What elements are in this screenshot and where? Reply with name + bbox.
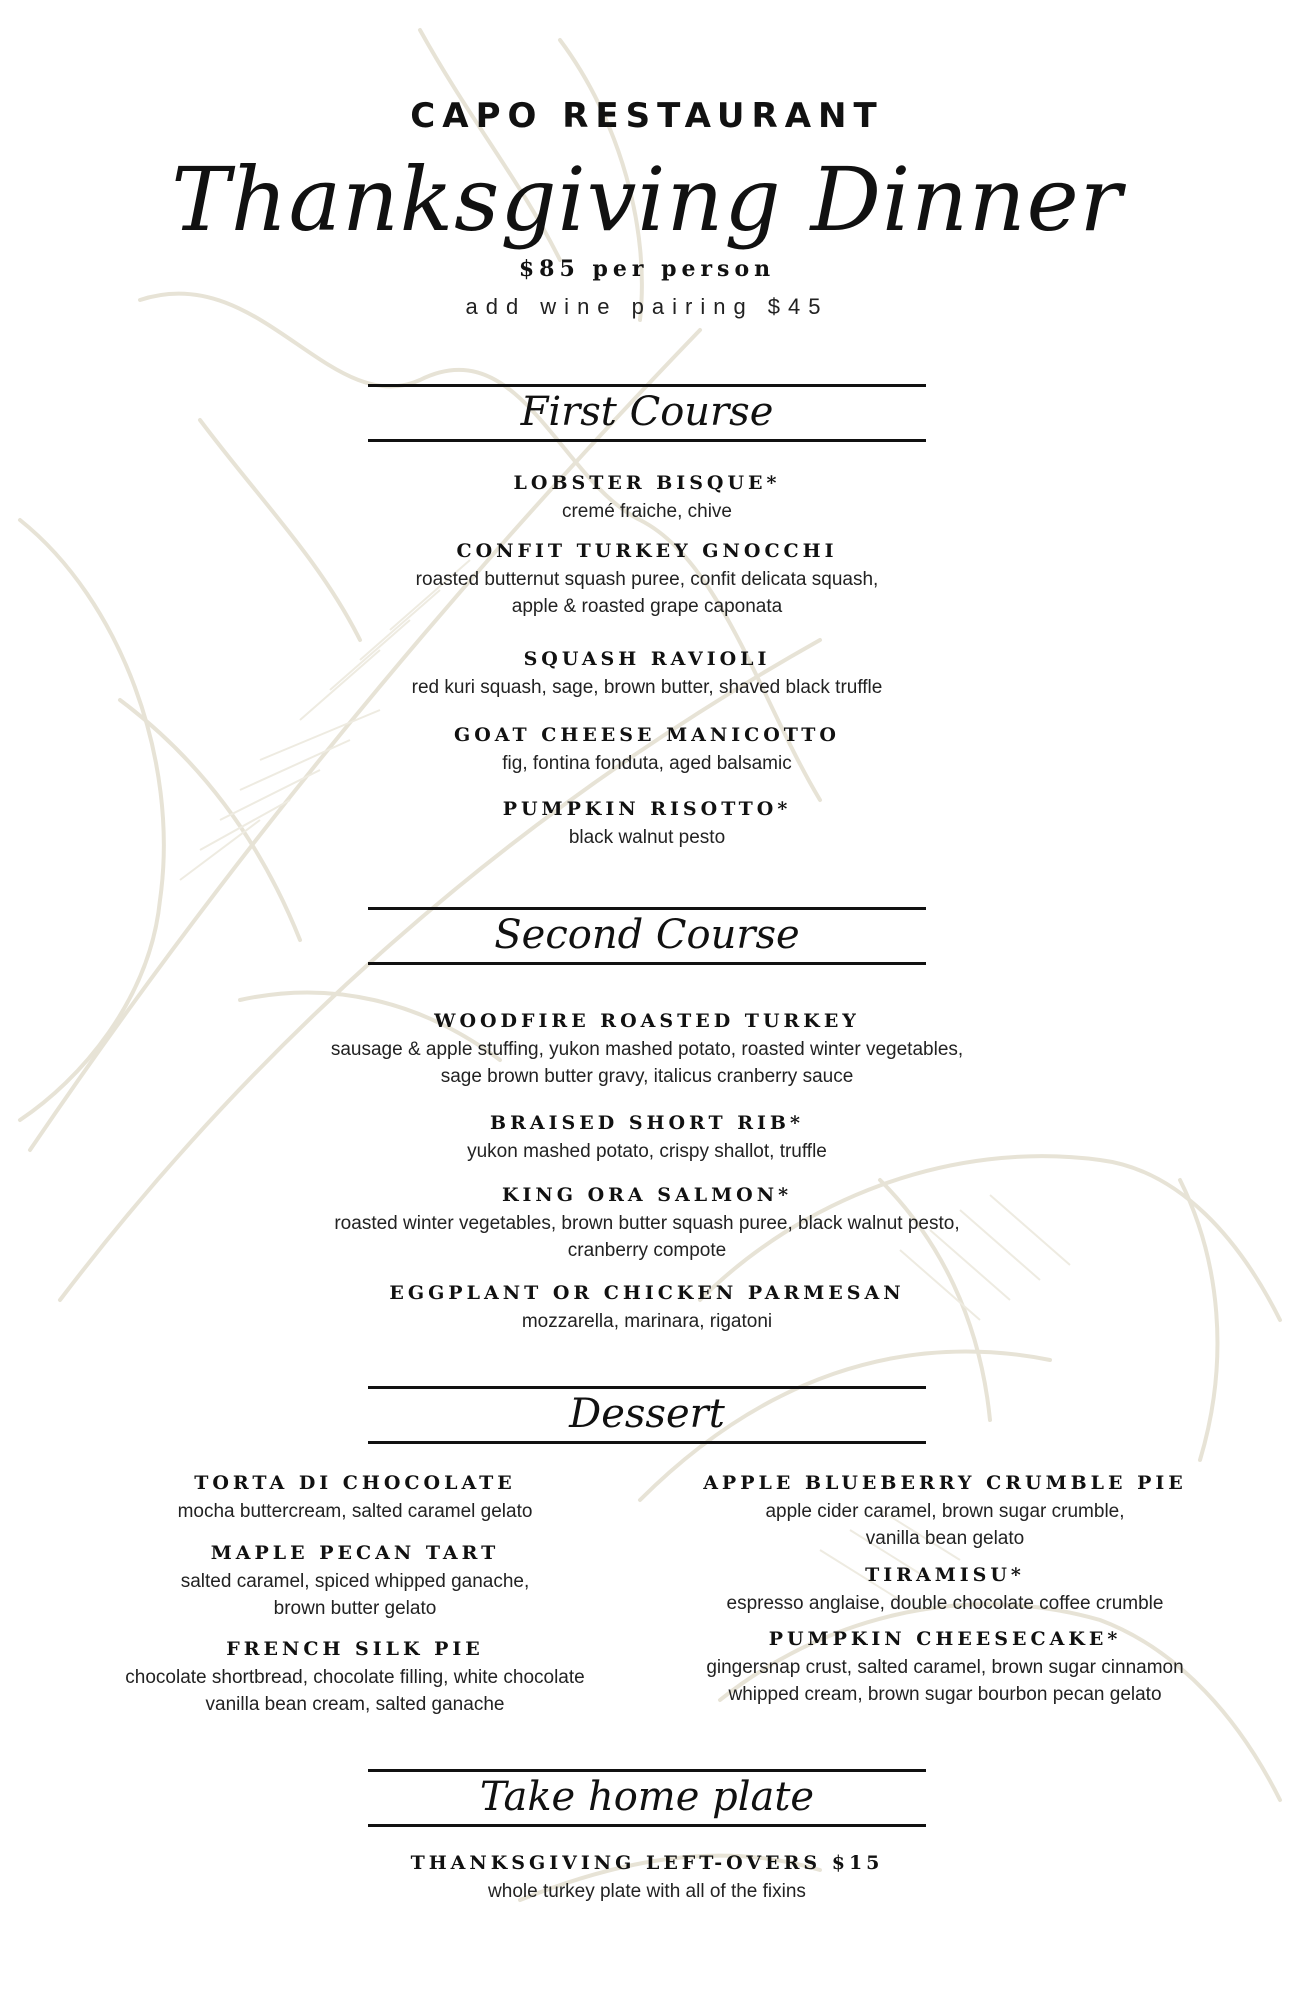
first-course-header [368, 384, 926, 442]
divider-rule [368, 1441, 926, 1444]
description-line: roasted winter vegetables, brown butter squash puree, black walnut pesto, [334, 1213, 960, 1234]
divider-rule [368, 439, 926, 442]
take-home-header [368, 1769, 926, 1827]
first-course-title: First Course [520, 389, 774, 435]
dessert-title: Dessert [569, 1391, 725, 1437]
item-name: FRENCH SILK PIE [226, 1638, 484, 1660]
menu-item [0, 472, 1294, 525]
item-name: MAPLE PECAN TART [210, 1542, 500, 1564]
menu-item [0, 540, 1294, 620]
menu-item [650, 1564, 1240, 1617]
item-description [60, 1664, 650, 1718]
description-line: whipped cream, brown sugar bourbon pecan gelato [728, 1684, 1162, 1705]
menu-item [60, 1638, 650, 1718]
item-name: THANKSGIVING LEFT-OVERS $15 [410, 1852, 884, 1874]
description-line: chocolate shortbread, chocolate filling, white chocolate [125, 1667, 585, 1688]
item-description: mocha buttercream, salted caramel gelato [177, 1501, 533, 1522]
description-line: vanilla bean gelato [865, 1528, 1025, 1549]
description-line: salted caramel, spiced whipped ganache, [180, 1571, 530, 1592]
description-line: gingersnap crust, salted caramel, brown sugar cinnamon [706, 1657, 1184, 1678]
item-name: PUMPKIN CHEESECAKE* [768, 1628, 1122, 1650]
item-name: APPLE BLUEBERRY CRUMBLE PIE [703, 1472, 1187, 1494]
menu-item [0, 648, 1294, 701]
item-name: BRAISED SHORT RIB* [490, 1112, 804, 1134]
second-course-header [368, 907, 926, 965]
menu-item [0, 1852, 1294, 1905]
item-name: SQUASH RAVIOLI [523, 648, 771, 670]
description-line: sage brown butter gravy, italicus cranberry sauce [440, 1066, 854, 1087]
dessert-header [368, 1386, 926, 1444]
item-description: fig, fontina fonduta, aged balsamic [502, 753, 792, 774]
description-line: apple & roasted grape caponata [511, 596, 783, 617]
item-description [0, 1210, 1294, 1264]
item-description: cremé fraiche, chive [561, 501, 732, 522]
restaurant-name: CAPO RESTAURANT [410, 96, 884, 136]
menu-item [0, 724, 1294, 777]
menu-item [0, 1184, 1294, 1264]
item-description [60, 1568, 650, 1622]
item-name: TIRAMISU* [865, 1564, 1025, 1586]
description-line: vanilla bean cream, salted ganache [205, 1694, 505, 1715]
item-description [650, 1498, 1240, 1552]
menu-item [0, 1112, 1294, 1165]
item-description [0, 566, 1294, 620]
item-name: EGGPLANT OR CHICKEN PARMESAN [389, 1282, 905, 1304]
price-per-person: $85 per person [518, 256, 776, 282]
menu-item [0, 1010, 1294, 1090]
item-description: espresso anglaise, double chocolate coffee crumble [726, 1593, 1164, 1614]
description-line: sausage & apple stuffing, yukon mashed potato, roasted winter vegetables, [330, 1039, 964, 1060]
item-name: PUMPKIN RISOTTO* [502, 798, 792, 820]
second-course-title: Second Course [494, 912, 800, 958]
menu-item [60, 1472, 650, 1525]
menu-item [0, 798, 1294, 851]
item-name: TORTA DI CHOCOLATE [194, 1472, 516, 1494]
divider-rule [368, 1824, 926, 1827]
item-name: WOODFIRE ROASTED TURKEY [434, 1010, 860, 1032]
item-name: LOBSTER BISQUE* [513, 472, 781, 494]
description-line: roasted butternut squash puree, confit delicata squash, [415, 569, 879, 590]
divider-rule [368, 962, 926, 965]
item-description: black walnut pesto [568, 827, 726, 848]
wine-pairing-price: add wine pairing $45 [465, 294, 829, 319]
item-description [650, 1654, 1240, 1708]
description-line: cranberry compote [567, 1240, 727, 1261]
menu-item [650, 1628, 1240, 1708]
item-description: yukon mashed potato, crispy shallot, truffle [467, 1141, 827, 1162]
description-line: apple cider caramel, brown sugar crumble, [765, 1501, 1125, 1522]
item-description [0, 1036, 1294, 1090]
menu-item [650, 1472, 1240, 1552]
menu-title: Thanksgiving Dinner [171, 148, 1123, 251]
menu-item [0, 1282, 1294, 1335]
item-name: KING ORA SALMON* [501, 1184, 792, 1206]
item-description: mozzarella, marinara, rigatoni [521, 1311, 773, 1332]
item-name: CONFIT TURKEY GNOCCHI [456, 540, 838, 562]
item-name: GOAT CHEESE MANICOTTO [454, 724, 840, 746]
take-home-title: Take home plate [479, 1774, 815, 1820]
item-description: red kuri squash, sage, brown butter, shaved black truffle [411, 677, 883, 698]
item-description: whole turkey plate with all of the fixins [488, 1881, 806, 1902]
description-line: brown butter gelato [273, 1598, 437, 1619]
menu-item [60, 1542, 650, 1622]
